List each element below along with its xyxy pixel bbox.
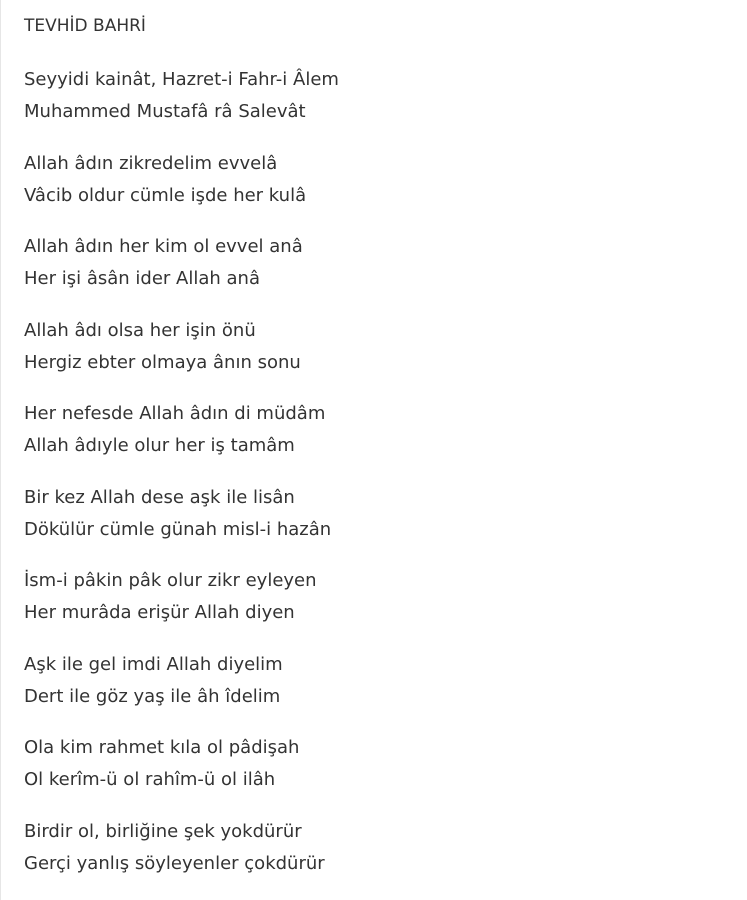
verse-line: Her murâda erişür Allah diyen [24, 602, 295, 623]
stanza [24, 148, 724, 212]
poem [24, 64, 724, 899]
verse-line: Gerçi yanlış söyleyenler çokdürür [24, 852, 325, 874]
verse-line: Allah âdıyle olur her iş tamâm [24, 435, 295, 456]
stanza [24, 816, 724, 880]
verse-line: Allah âdın zikredelim evvelâ [24, 152, 278, 174]
stanza [24, 732, 724, 796]
verse-line: Vâcib oldur cümle işde her kulâ [24, 184, 307, 206]
stanza [24, 64, 724, 128]
verse-line: Birdir ol, birliğine şek yokdürür [24, 820, 302, 842]
poem-title: TEVHİD BAHRİ [24, 16, 146, 36]
verse-line: Aşk ile gel imdi Allah diyelim [24, 653, 283, 675]
stanza [24, 482, 724, 546]
stanza [24, 565, 724, 629]
verse-line: Bir kez Allah dese aşk ile lisân [24, 486, 295, 508]
verse-line: Allah âdın her kim ol evvel anâ [24, 236, 303, 257]
verse-line: İsm-i pâkin pâk olur zikr eyleyen [24, 570, 317, 591]
stanza [24, 649, 724, 713]
stanza [24, 231, 724, 295]
verse-line: Ol kerîm-ü ol rahîm-ü ol ilâh [24, 769, 276, 790]
verse-line: Her işi âsân ider Allah anâ [24, 268, 260, 289]
verse-line: Muhammed Mustafâ râ Salevât [24, 101, 306, 122]
stanza [24, 398, 724, 462]
stanza [24, 315, 724, 379]
verse-line: Seyyidi kainât, Hazret-i Fahr-i Âlem [24, 69, 339, 90]
verse-line: Dökülür cümle günah misl-i hazân [24, 518, 332, 540]
verse-line: Dert ile göz yaş ile âh îdelim [24, 685, 281, 707]
verse-line: Ola kim rahmet kıla ol pâdişah [24, 737, 300, 758]
verse-line: Hergiz ebter olmaya ânın sonu [24, 351, 301, 373]
verse-line: Her nefesde Allah âdın di müdâm [24, 403, 326, 424]
verse-line: Allah âdı olsa her işin önü [24, 319, 256, 341]
